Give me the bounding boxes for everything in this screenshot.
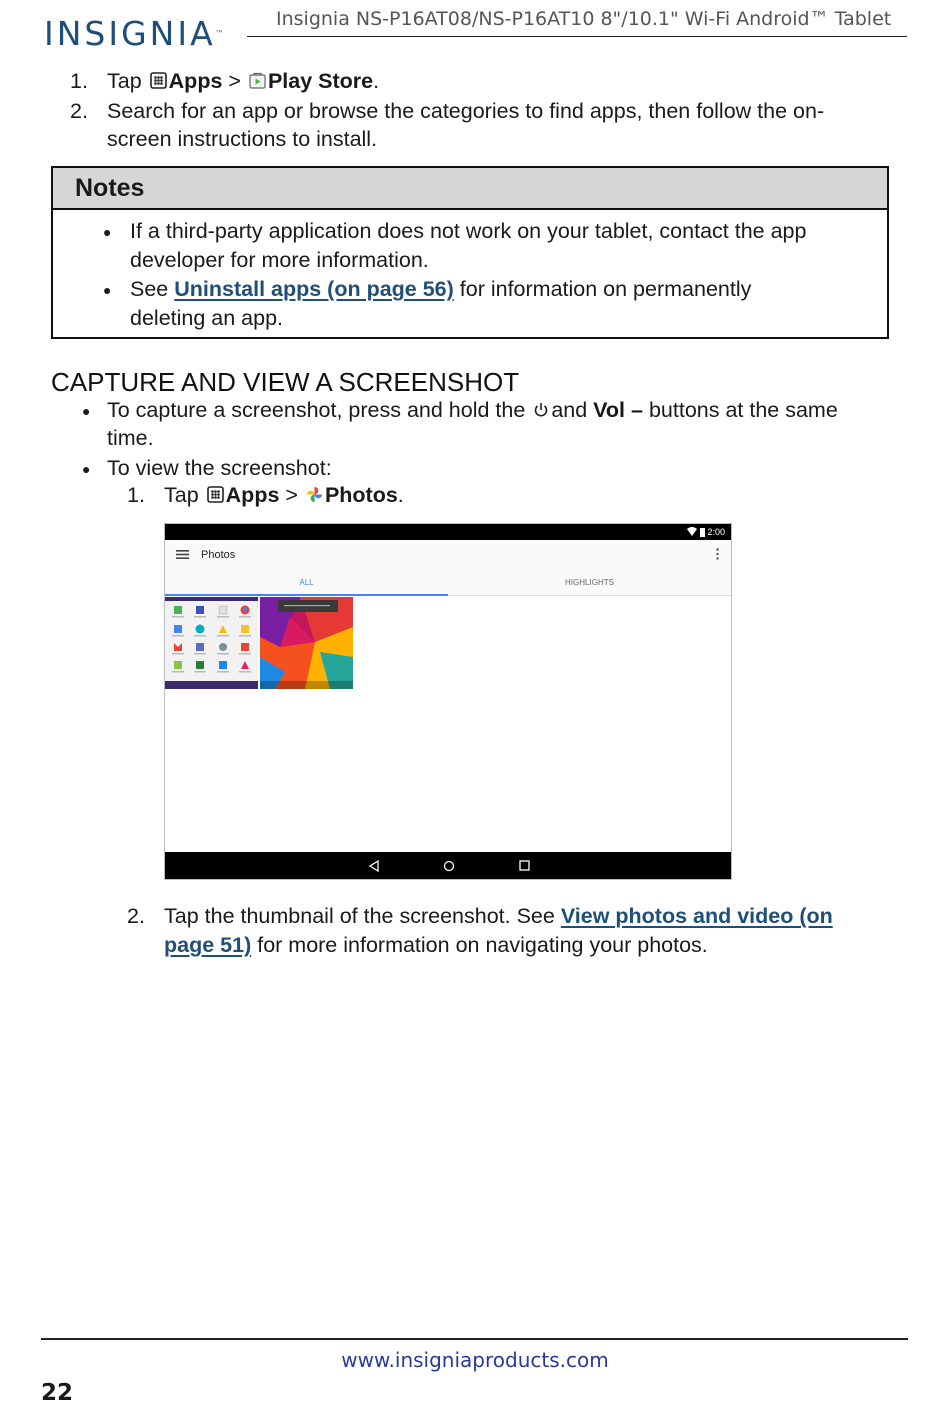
capture-bullet-line-2: time.: [107, 426, 154, 450]
home-icon[interactable]: [443, 860, 455, 872]
bullet-icon: ●: [82, 461, 91, 477]
view-bullet: To view the screenshot:: [107, 456, 332, 480]
bullet-icon: ●: [103, 224, 112, 240]
wallpaper-image: [260, 597, 353, 689]
view-step-2-line-2: page 51) for more information on navigating your photos.: [164, 933, 708, 957]
tab-divider: [448, 595, 731, 596]
note-1-line-2: developer for more information.: [130, 248, 429, 272]
view-step-1-text: Tap Apps > Photos.: [164, 483, 404, 507]
notes-title: Notes: [75, 174, 145, 202]
note-1-line-1: If a third-party application does not work on your tablet, contact the app: [130, 219, 807, 243]
note-2-line-2: deleting an app.: [130, 306, 284, 330]
view-step-2-number: 2.: [127, 904, 145, 928]
step-2-line-1: Search for an app or browse the categories to find apps, then follow the on-: [107, 99, 825, 123]
screenshot-thumbnail-wallpaper[interactable]: [260, 597, 353, 689]
view-step-1-number: 1.: [127, 483, 145, 507]
tab-indicator: [165, 594, 448, 596]
photos-app-screenshot: [164, 523, 732, 880]
tab-all[interactable]: ALL: [299, 578, 314, 587]
status-time: 2:00: [707, 527, 725, 537]
play-store-icon: [249, 72, 266, 89]
page-number: 22: [41, 1380, 74, 1406]
back-icon[interactable]: [369, 860, 379, 872]
power-icon: [533, 402, 549, 418]
battery-icon: [700, 527, 705, 537]
apps-icon: [150, 72, 167, 89]
photos-pinwheel-icon: [306, 486, 323, 503]
insignia-logo: INSIGNIA™: [44, 14, 224, 53]
bullet-icon: ●: [103, 282, 112, 298]
step-2-line-2: screen instructions to install.: [107, 127, 378, 151]
view-photos-link-page[interactable]: page 51): [164, 933, 252, 957]
capture-bullet-line-1: To capture a screenshot, press and hold the and Vol – buttons at the same: [107, 398, 838, 422]
notes-box: [51, 166, 889, 339]
bullet-icon: ●: [82, 403, 91, 419]
recents-icon[interactable]: [519, 860, 530, 871]
step-1-number: 1.: [70, 69, 88, 93]
step-2-number: 2.: [70, 99, 88, 123]
footer-url[interactable]: www.insigniaproducts.com: [341, 1348, 609, 1372]
header-rule: [247, 36, 907, 37]
status-bar: [165, 524, 731, 540]
section-heading: CAPTURE AND VIEW A SCREENSHOT: [51, 367, 520, 397]
note-2-line-1: See Uninstall apps (on page 56) for information on permanently: [130, 277, 752, 301]
wifi-icon: [687, 527, 697, 536]
view-photos-link[interactable]: View photos and video (on: [560, 904, 833, 928]
navigation-bar: [165, 852, 731, 880]
app-bar: [165, 540, 731, 596]
header-title: Insignia NS-P16AT08/NS-P16AT10 8"/10.1" Wi-Fi Android™ Tablet: [276, 8, 892, 30]
app-grid-icon: [165, 601, 258, 681]
app-title: Photos: [201, 549, 236, 561]
more-options-icon[interactable]: [716, 548, 719, 560]
tab-highlights[interactable]: HIGHLIGHTS: [565, 578, 614, 587]
footer-rule: [41, 1338, 908, 1340]
uninstall-apps-link[interactable]: Uninstall apps (on page 56): [174, 277, 454, 301]
view-step-2-line-1: Tap the thumbnail of the screenshot. See View photos and video (on: [164, 904, 833, 928]
menu-icon[interactable]: [176, 550, 189, 559]
notes-header: [53, 168, 887, 210]
step-1-text: Tap Apps > Play Store.: [107, 69, 380, 93]
screenshot-thumbnail-app-drawer[interactable]: [165, 597, 258, 689]
apps-icon: [207, 486, 224, 503]
